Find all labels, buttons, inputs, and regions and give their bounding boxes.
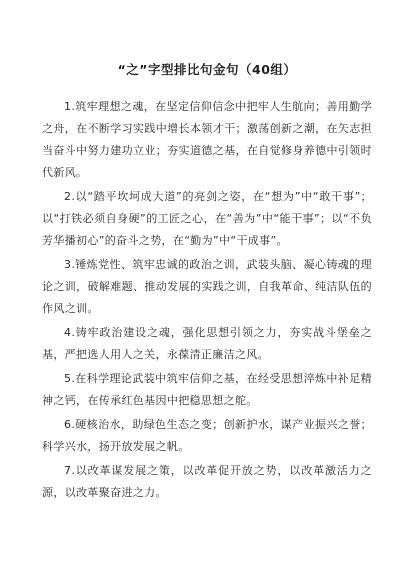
list-item xyxy=(42,368,372,412)
sentence-list xyxy=(42,96,372,504)
list-item xyxy=(42,322,372,366)
item-text: 在科学理论武装中筑牢信仰之基，在经受思想淬炼中补足精神之钙，在传承红色基因中把稳思想之舵。 xyxy=(42,372,372,407)
list-item xyxy=(42,460,372,504)
item-text: 硬核治水，助绿色生态之变；创新护水，谋产业振兴之誉；科学兴水，扬开放发展之帆。 xyxy=(42,418,372,453)
item-text: 锤炼党性、筑牢忠诚的政治之训，武装头脑、凝心铸魂的理论之训，破解难题、推动发展的实践之训，自我革命、纯洁队伍的作风之训。 xyxy=(42,258,372,315)
list-item xyxy=(42,96,372,184)
item-number: 6. xyxy=(64,418,76,431)
item-number: 5. xyxy=(64,372,76,385)
list-item xyxy=(42,186,372,252)
list-item xyxy=(42,414,372,458)
item-number: 1. xyxy=(64,100,76,113)
list-item xyxy=(42,254,372,320)
item-number: 4. xyxy=(64,326,76,339)
item-text: 筑牢理想之魂，在坚定信仰信念中把牢人生航向；善用勤学之舟，在不断学习实践中增长本领才干；激荡创新之潮，在矢志担当奋斗中努力建功立业；夯实道德之基，在自觉修身养德中引领时代新风。 xyxy=(42,100,372,179)
item-number: 7. xyxy=(64,464,76,477)
item-text: 铸牢政治建设之魂，强化思想引领之力，夯实战斗堡垒之基，严把选人用人之关，永葆清正廉洁之风。 xyxy=(42,326,372,361)
document-title: “之”字型排比句金句（40组） xyxy=(117,62,297,77)
item-number: 2. xyxy=(64,190,76,203)
item-text: 以“踏平坎坷成大道”的亮剑之姿，在“想为”中“敢干事”；以“打铁必须自身硬”的工匠之心，在“善为”中“能干事”；以“不负芳华播初心”的奋斗之势，在“勤为”中“干成事”。 xyxy=(42,190,372,247)
item-number: 3. xyxy=(64,258,76,271)
item-text: 以改革谋发展之策，以改革促开放之势，以改革激活力之源，以改革聚奋进之力。 xyxy=(42,464,372,499)
